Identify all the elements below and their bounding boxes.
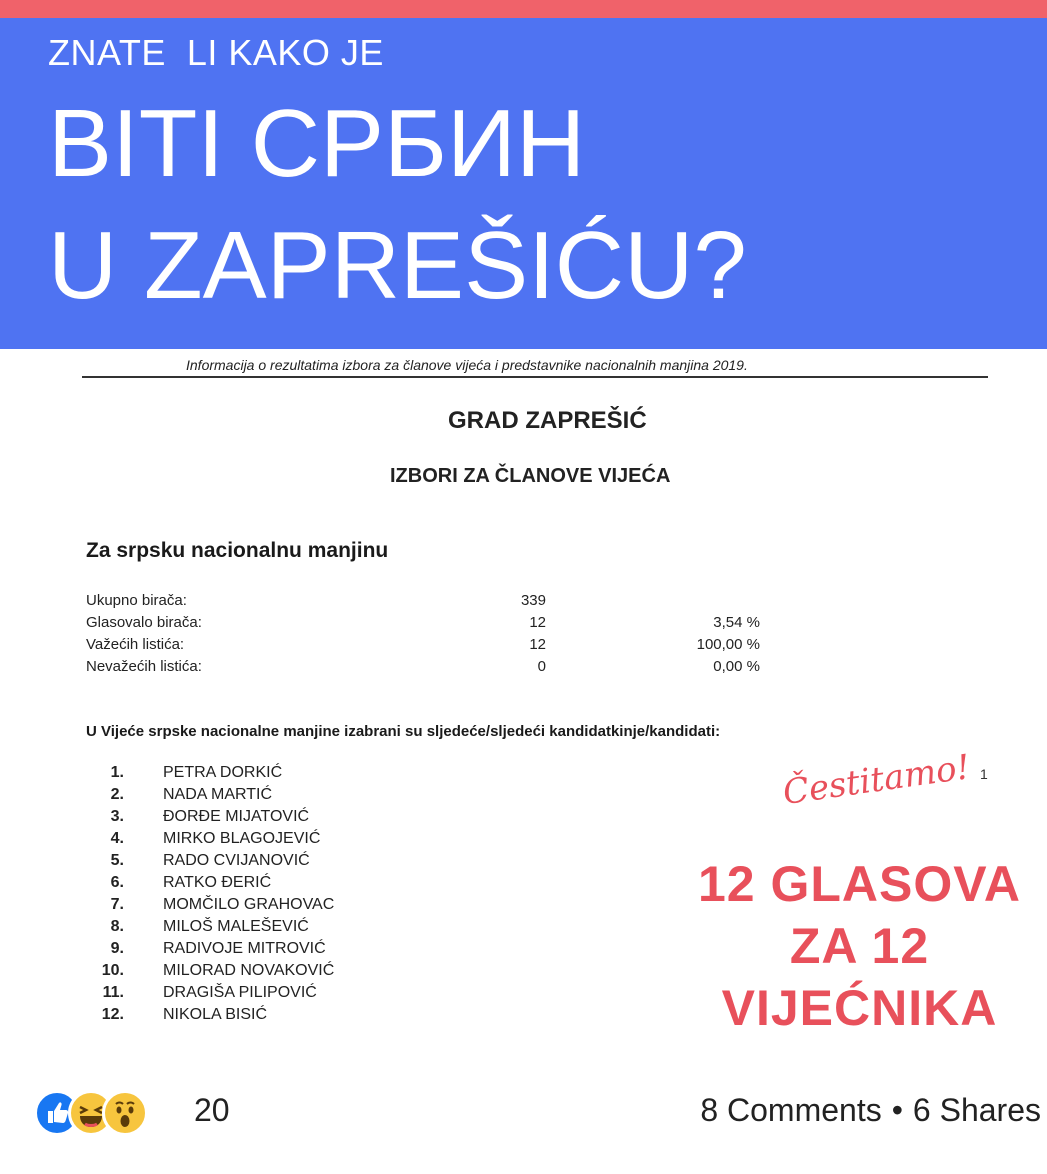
candidate-name: MIRKO BLAGOJEVIĆ xyxy=(163,830,321,847)
candidate-number: 8. xyxy=(110,918,124,935)
candidate-number: 12. xyxy=(101,1006,124,1023)
banner-subtitle: ZNATE LI KAKO JE xyxy=(48,32,384,73)
candidate-number: 10. xyxy=(101,962,124,979)
stats-separator: • xyxy=(891,1092,903,1128)
elected-intro: U Vijeće srpske nacionalne manjine izabrani su sljedeće/sljedeći kandidatkinje/kandidati: xyxy=(86,723,721,740)
stat-percent: 0,00 % xyxy=(713,658,760,675)
top-color-strip xyxy=(0,0,1047,18)
candidate-name: MOMČILO GRAHOVAC xyxy=(163,896,335,913)
candidate-name: NADA MARTIĆ xyxy=(163,786,273,803)
wow-icon xyxy=(102,1090,148,1136)
header-divider xyxy=(82,376,988,378)
engagement-stats xyxy=(700,1092,1041,1129)
candidate-number: 4. xyxy=(110,830,124,847)
stat-count: 12 xyxy=(529,636,546,653)
candidate-number: 11. xyxy=(102,984,124,1001)
candidate-name: RADIVOJE MITROVIĆ xyxy=(163,940,326,957)
stat-label: Glasovalo birača: xyxy=(86,614,202,631)
candidate-number: 5. xyxy=(110,852,124,869)
stat-percent: 100,00 % xyxy=(696,636,760,653)
shares-link[interactable]: 6 Shares xyxy=(912,1092,1041,1128)
comments-link[interactable]: 8 Comments xyxy=(700,1092,882,1128)
candidate-name: ĐORĐE MIJATOVIĆ xyxy=(163,808,310,825)
overlay-votes-line-3: VIJEĆNIKA xyxy=(721,980,998,1036)
candidate-number: 6. xyxy=(110,874,124,891)
congrats-script: Čestitamo! xyxy=(780,747,973,813)
stat-row xyxy=(86,636,786,658)
candidate-number: 2. xyxy=(110,786,124,803)
footnote-marker: 1 xyxy=(980,766,988,782)
overlay-votes-line-2: ZA 12 xyxy=(789,918,930,974)
stat-count: 339 xyxy=(520,592,546,609)
document-city: GRAD ZAPREŠIĆ xyxy=(448,407,647,434)
stat-count: 12 xyxy=(529,614,546,631)
stat-label: Važećih listića: xyxy=(86,636,185,653)
candidate-name: NIKOLA BISIĆ xyxy=(163,1006,268,1023)
document-minority-heading: Za srpsku nacionalnu manjinu xyxy=(86,539,389,562)
stat-row xyxy=(86,592,786,614)
overlay-votes-line-1: 12 GLASOVA xyxy=(697,856,1022,912)
document-election-title: IZBORI ZA ČLANOVE VIJEĆA xyxy=(390,465,671,487)
candidate-name: MILOŠ MALEŠEVIĆ xyxy=(163,918,309,935)
election-results-document xyxy=(0,349,1047,1049)
candidate-name: MILORAD NOVAKOVIĆ xyxy=(163,962,335,979)
reaction-count[interactable]: 20 xyxy=(194,1092,230,1128)
candidate-number: 9. xyxy=(110,940,124,957)
candidate-number: 3. xyxy=(110,808,124,825)
stat-count: 0 xyxy=(537,658,546,675)
candidate-name: RATKO ĐERIĆ xyxy=(163,874,272,891)
stat-label: Nevažećih listića: xyxy=(86,658,202,675)
post-footer xyxy=(0,1078,1047,1148)
stat-label: Ukupno birača: xyxy=(86,592,187,609)
candidate-number: 1. xyxy=(110,764,124,781)
candidate-number: 7. xyxy=(110,896,124,913)
candidate-name: DRAGIŠA PILIPOVIĆ xyxy=(163,984,317,1001)
stat-row xyxy=(86,658,786,680)
banner-title-line-1: BITI СРБИН xyxy=(48,90,586,197)
banner-title-line-2: U ZAPREŠIĆU? xyxy=(48,212,747,319)
candidate-name: RADO CVIJANOVIĆ xyxy=(163,852,310,869)
stat-percent: 3,54 % xyxy=(713,614,760,631)
title-banner xyxy=(0,18,1047,349)
stat-row xyxy=(86,614,786,636)
candidate-name: PETRA DORKIĆ xyxy=(163,764,283,781)
document-header: Informacija o rezultatima izbora za članove vijeća i predstavnike nacionalnih manjina 2019. xyxy=(186,357,748,373)
